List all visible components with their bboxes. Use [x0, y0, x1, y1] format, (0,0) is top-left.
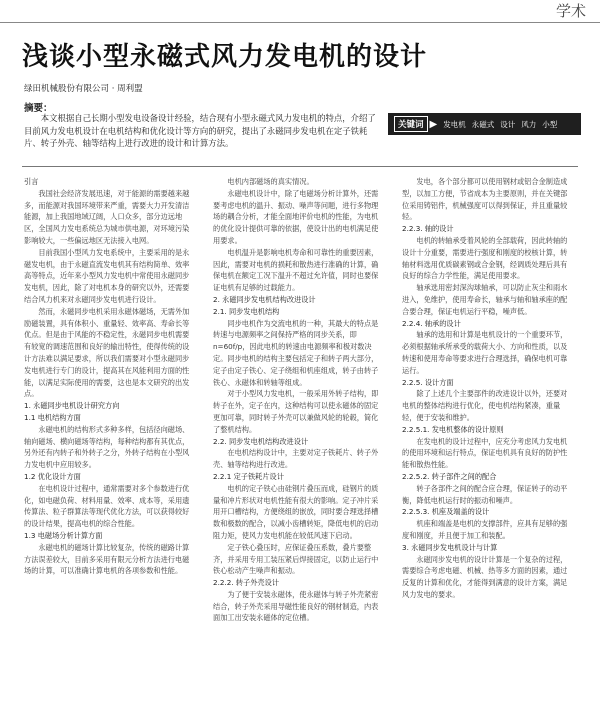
body-paragraph: 永磁同步发电机的设计计算是一个复杂的过程，需要综合考虑电磁、机械、热等多方面的因素，通过反复的计算和优化，才能得到满意的设计方案，满足风力发电的要求。: [402, 554, 568, 599]
keyword: 发电机: [443, 119, 466, 129]
body-column-2: [213, 176, 379, 720]
body-paragraph: 同步电机作为交流电机的一种，其最大的特点是转速与电源频率之间保持严格的同步关系，即n=60f/p，因此电机的转速由电源频率和极对数决定。同步电机的结构主要包括定子和转子两大部分，定子由定子铁心、定子绕组和机座组成，转子由转子铁心、永磁体和转轴等组成。: [213, 318, 379, 387]
abstract-text: 本文根据自己长期小型发电设备设计经验，结合现有小型永磁式风力发电机的特点，介绍了目前风力发电机设计在电机结构和优化设计等方向的研究，提出了永磁同步发电机在定子铁耗片、转子外壳、轴等结构上进行改进的设计和计算方法。: [24, 113, 376, 148]
body-paragraph: 定子铁心叠压时，应保证叠压系数，叠片要整齐，并采用专用工装压紧后焊接固定，以防止运行中铁心松动产生噪声和振动。: [213, 542, 379, 576]
body-column-1: [24, 176, 190, 720]
body-paragraph: 电机内部磁场的真实情况。: [227, 177, 314, 186]
section-heading: 1.1 电机结构方面: [24, 412, 81, 422]
body-paragraph: 机座和端盖是电机的支撑部件，应具有足够的强度和刚度，并且便于加工和装配。: [402, 519, 568, 540]
body-paragraph: 然而，永磁同步电机采用永磁体磁场，无需外加励磁装置，具有体积小、重量轻、效率高、寿命长等优点。但是由于风能的不稳定性，永磁同步电机需要有较宽的调速范围和良好的输出特性，使得传统的设计方法难以满足要求，所以我们需要对小型永磁同步发电机进行专门的设计，提高其在风能利用方面的性能，以满足实际使用的需要，这也是本文研究的出发点。: [24, 306, 190, 399]
section-heading: 2. 永磁同步发电机结构改进设计: [213, 294, 316, 304]
section-heading: 2.2.3. 轴的设计: [402, 224, 454, 234]
section-heading: 1.3 电磁场分析计算方面: [24, 530, 103, 540]
section-heading: 3. 永磁同步发电机设计与计算: [402, 542, 498, 552]
body-paragraph: 电机的定子铁心由硅钢片叠压而成，硅钢片的质量和冲片形状对电机性能有很大的影响。定子冲片采用开口槽结构，方便绕组的嵌放，同时要合理选择槽数和极数的配合，以减小齿槽转矩，降低电机的启动阻力矩，使风力发电机能在较低风速下启动。: [213, 483, 379, 540]
body-paragraph: 为了便于安装永磁体，使永磁体与转子外壳紧密结合，转子外壳采用导磁性能良好的钢材制造，内表面加工出安装永磁体的定位槽。: [213, 589, 379, 623]
body-paragraph: 永磁电机的结构形式多种多样，包括径向磁场、轴向磁场、横向磁场等结构，每种结构都有其优点，另外还有内转子和外转子之分，外转子结构在小型风力发电机中应用较多。: [24, 424, 190, 470]
body-paragraph: 电机温升是影响电机寿命和可靠性的重要因素，因此，需要对电机的损耗和散热进行准确的计算，确保电机在额定工况下温升不超过允许值，同时也要保证电机有足够的过载能力。: [213, 247, 379, 293]
section-heading: 1. 永磁同步电机设计研究方向: [24, 401, 120, 411]
keyword: 风力: [521, 119, 537, 129]
body-paragraph: 电机的转轴承受着风轮的全部载荷，因此转轴的设计十分重要，需要进行强度和刚度的校核计算，转轴材料选用优质碳素钢或合金钢，经调质处理后具有良好的综合力学性能，满足使用要求。: [402, 235, 568, 281]
body-paragraph: 我国社会经济发展迅速，对于能源的需要越来越多，而能源对我国环境带来严重，需要大力开发清洁能源，加上我国地域辽阔，人口众多，部分边远地区，全国风力发电系统总为城市供电源，对环境污染影响较大，一些偏远地区无法接入电网。: [24, 188, 190, 245]
abstract-divider: [22, 166, 578, 167]
section-heading: 2.2.1 定子铁耗片设计: [213, 471, 284, 481]
section-heading: 1.2 优化设计方面: [24, 471, 81, 481]
section-heading: 2.1. 同步发电机结构: [213, 306, 280, 316]
body-paragraph: 目前我国小型风力发电系统中，主要采用的是永磁发电机，由于永磁直流发电机其有结构简单、效率高等特点，近年来小型风力发电机中常使用永磁同步发电机，因此，除了对电机本身的研究以外，还需要结合风力机来对永磁同步发电机进行设计。: [24, 247, 190, 304]
section-heading: 2.2.4. 轴承的设计: [402, 318, 461, 328]
keyword: 设计: [500, 119, 516, 129]
section-heading: 2.2.5.1. 发电机整体的设计原则: [402, 424, 504, 434]
body-paragraph: 除了上述几个主要部件的改进设计以外，还要对电机的整体结构进行优化，使电机结构紧凑，重量轻，便于安装和维护。: [402, 389, 568, 422]
body-paragraph: 永磁电机设计中，除了电磁场分析计算外，还需要考虑电机的温升、振动、噪声等问题，进行多物理场的耦合分析，才能全面地评价电机的性能，为电机的优化设计提供可靠的依据，使设计出的电机满足使用要求。: [213, 188, 379, 245]
body-paragraph: 永磁电机的磁场计算比较复杂，传统的磁路计算方法误差较大，目前多采用有限元分析方法进行电磁场的计算，可以准确计算电机的各项参数和性能。: [24, 542, 190, 576]
article-title: 浅谈小型永磁式风力发电机的设计: [22, 42, 428, 72]
body-paragraph: 转子各部件之间的配合应合理，保证转子的动平衡，降低电机运行时的振动和噪声。: [402, 483, 568, 505]
body-paragraph: 发电，各个部分都可以使用钢材或铝合金制造成型，以加工方便，节省成本为主要原则，并在关键部位采用铸铝件，机械强度可以得到保证，并且重量较轻。: [402, 177, 568, 222]
keywords-bar: [388, 113, 581, 135]
arrow-right-icon: ▶: [429, 118, 438, 130]
body-column-3: [402, 176, 568, 720]
body-paragraph: 在发电机的设计过程中，应充分考虑风力发电机的使用环境和运行特点，保证电机具有良好的防护性能和散热性能。: [402, 436, 568, 470]
keywords-tag: 关键词: [394, 116, 428, 132]
body-paragraph: 轴承选用密封深沟球轴承，可以防止灰尘和雨水进入，免维护，使用寿命长，轴承与轴和轴承座的配合要合理，保证电机运行平稳，噪声低。: [402, 283, 568, 316]
body-paragraph: 对于小型风力发电机，一般采用外转子结构，即转子在外，定子在内，这种结构可以使永磁体的固定更加可靠，同时转子外壳可以兼做风轮的轮毂，简化了整机结构。: [213, 389, 379, 434]
section-heading: 2.2.5.3. 机座及端盖的设计: [402, 507, 490, 517]
article-author: 绿田机械股份有限公司 · 周利盟: [24, 84, 143, 94]
section-label: 学术: [555, 2, 586, 20]
section-heading: 2.2. 同步发电机结构改进设计: [213, 436, 309, 446]
keywords-list: [443, 119, 557, 130]
keyword: 小型: [542, 119, 558, 129]
keyword: 永磁式: [471, 119, 495, 129]
body-paragraph: 轴承的选用和计算是电机设计的一个重要环节，必须根据轴承所承受的载荷大小、方向和性质，以及转速和使用寿命等要求进行合理选择，确保电机可靠运行。: [402, 330, 568, 375]
abstract-label: 摘要：: [24, 103, 53, 114]
section-heading: 引言: [24, 177, 39, 186]
body-paragraph: 在电机设计过程中，通常需要对多个参数进行优化，如电磁负荷、材料用量、效率、成本等，采用遗传算法、粒子群算法等现代优化方法，可以获得较好的设计结果，提高电机的综合性能。: [24, 483, 190, 529]
top-rule: [0, 22, 600, 23]
section-heading: 2.2.5. 设计方面: [402, 377, 454, 387]
section-heading: 2.2.5.2. 转子部件之间的配合: [402, 471, 497, 481]
body-paragraph: 在电机结构设计中，主要对定子铁耗片、转子外壳、轴等结构进行改进。: [213, 448, 379, 470]
section-heading: 2.2.2. 转子外壳设计: [213, 578, 279, 588]
